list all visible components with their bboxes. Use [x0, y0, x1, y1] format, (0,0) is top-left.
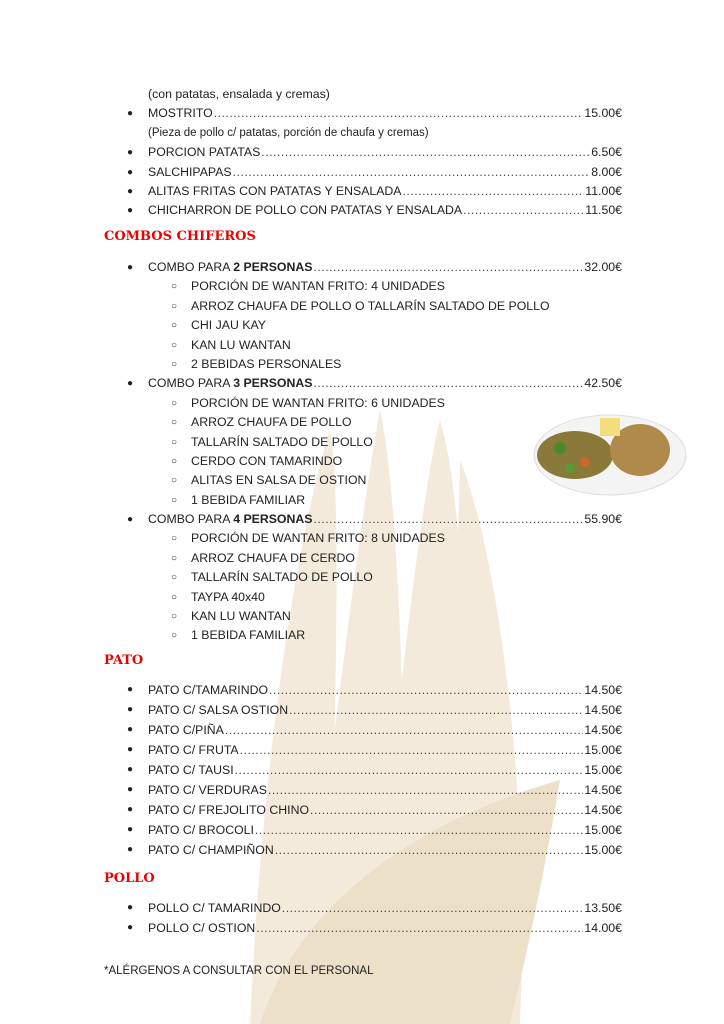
bullet-icon: ● — [127, 185, 134, 197]
combo-content-item: ○ TALLARÍN SALTADO DE POLLO — [0, 568, 724, 587]
item-name: PORCION PATATAS — [148, 145, 261, 160]
combos-section — [0, 258, 724, 646]
combo-content-item: ○ TALLARÍN SALTADO DE POLLO — [0, 433, 724, 452]
item-name: CHICHARRON DE POLLO CON PATATAS Y ENSALADA — [148, 203, 463, 218]
item-price: 15.00€ — [584, 823, 622, 837]
bullet-icon: ● — [127, 262, 134, 273]
item-price: 42.50€ — [584, 376, 622, 391]
menu-item — [0, 182, 724, 201]
menu-item — [0, 201, 724, 220]
circle-bullet-icon: ○ — [171, 475, 178, 487]
top-section — [0, 85, 724, 221]
allergen-footnote: *ALÉRGENOS A CONSULTAR CON EL PERSONAL — [104, 965, 374, 977]
bullet-icon: ● — [127, 824, 134, 835]
item-price: 15.00€ — [584, 843, 622, 857]
item-name: PATO C/PIÑA — [148, 723, 224, 737]
bullet-icon: ● — [127, 378, 134, 390]
menu-item — [0, 740, 724, 760]
circle-bullet-icon: ○ — [171, 417, 178, 429]
combo-content-item: ○ ARROZ CHAUFA DE CERDO — [0, 549, 724, 568]
circle-bullet-icon: ○ — [171, 358, 178, 370]
circle-bullet-icon: ○ — [171, 552, 178, 564]
item-price: 14.00€ — [584, 921, 622, 935]
combo-content-item: ○ KAN LU WANTAN — [0, 336, 724, 355]
item-price: 14.50€ — [584, 803, 622, 817]
menu-item — [0, 163, 724, 182]
bullet-icon: ● — [127, 724, 134, 735]
circle-bullet-icon: ○ — [171, 611, 178, 623]
combo-content-item: ○ 1 BEBIDA FAMILIAR — [0, 626, 724, 645]
item-price: 15.00€ — [584, 763, 622, 777]
menu-item — [0, 918, 724, 938]
combo-item — [0, 258, 724, 277]
item-name: POLLO C/ TAMARINDO — [148, 901, 281, 915]
item-price: 15.00€ — [584, 743, 622, 757]
circle-bullet-icon: ○ — [171, 339, 178, 351]
combo-content-item: ○ ARROZ CHAUFA DE POLLO O TALLARÍN SALTADO DE POLLO — [0, 297, 724, 316]
bullet-icon: ● — [127, 684, 134, 695]
menu-item — [0, 143, 724, 162]
item-price: 14.50€ — [584, 683, 622, 697]
circle-bullet-icon: ○ — [171, 572, 178, 584]
menu-item — [0, 720, 724, 740]
circle-bullet-icon: ○ — [171, 630, 178, 642]
section-heading-pato: PATO — [104, 653, 144, 668]
item-name: SALCHIPAPAS — [148, 164, 232, 179]
combo-content-item: ○ ALITAS EN SALSA DE OSTION — [0, 471, 724, 490]
bullet-icon: ● — [127, 922, 134, 933]
item-price: 11.00€ — [585, 183, 622, 198]
menu-item — [0, 840, 724, 860]
circle-bullet-icon: ○ — [171, 455, 178, 467]
item-price: 14.50€ — [584, 783, 622, 797]
menu-item — [0, 760, 724, 780]
combo-name: COMBO PARA 3 PERSONAS — [148, 376, 313, 391]
menu-item — [0, 104, 724, 123]
item-name: PATO C/ BROCOLI — [148, 823, 254, 837]
item-price: 14.50€ — [584, 703, 622, 717]
item-name: PATO C/ CHAMPIÑON — [148, 843, 274, 857]
combo-item — [0, 510, 724, 529]
bullet-icon: ● — [127, 902, 134, 913]
circle-bullet-icon: ○ — [171, 320, 178, 332]
combo-name: COMBO PARA 4 PERSONAS — [148, 512, 313, 527]
combo-content-item: ○ PORCIÓN DE WANTAN FRITO: 4 UNIDADES — [0, 277, 724, 296]
bullet-icon: ● — [127, 108, 134, 120]
menu-item — [0, 800, 724, 820]
bullet-icon: ● — [127, 704, 134, 715]
circle-bullet-icon: ○ — [171, 533, 178, 545]
item-note: (Pieza de pollo c/ patatas, porción de chaufa y cremas) — [148, 126, 429, 139]
menu-item — [0, 780, 724, 800]
circle-bullet-icon: ○ — [171, 436, 178, 448]
combo-name: COMBO PARA 2 PERSONAS — [148, 260, 313, 274]
item-price: 14.50€ — [584, 723, 622, 737]
pollo-section — [0, 898, 724, 938]
circle-bullet-icon: ○ — [171, 281, 178, 293]
item-price: 32.00€ — [584, 260, 622, 274]
combo-content-item: ○ ARROZ CHAUFA DE POLLO — [0, 413, 724, 432]
item-price: 15.00€ — [584, 106, 622, 121]
combo-content-item: ○ 1 BEBIDA FAMILIAR — [0, 491, 724, 510]
item-name: PATO C/ TAUSI — [148, 763, 234, 777]
combo-content-item: ○ KAN LU WANTAN — [0, 607, 724, 626]
circle-bullet-icon: ○ — [171, 494, 178, 506]
bullet-icon: ● — [127, 205, 134, 217]
item-name: PATO C/ FREJOLITO CHINO — [148, 803, 310, 817]
item-price: 13.50€ — [584, 901, 622, 915]
combo-content-item: ○ CERDO CON TAMARINDO — [0, 452, 724, 471]
bullet-icon: ● — [127, 147, 134, 159]
pato-section — [0, 680, 724, 860]
bullet-icon: ● — [127, 166, 134, 178]
combo-content-item: ○ PORCIÓN DE WANTAN FRITO: 6 UNIDADES — [0, 394, 724, 413]
item-name: POLLO C/ OSTION — [148, 921, 256, 935]
menu-item — [0, 820, 724, 840]
bullet-icon: ● — [127, 514, 134, 526]
item-price: 11.50€ — [585, 203, 622, 218]
combo-item — [0, 374, 724, 393]
combo-content-item: ○ PORCIÓN DE WANTAN FRITO: 8 UNIDADES — [0, 529, 724, 548]
circle-bullet-icon: ○ — [171, 300, 178, 312]
section-heading-combos: COMBOS CHIFEROS — [104, 229, 256, 244]
item-note: (con patatas, ensalada y cremas) — [148, 87, 330, 101]
combo-content-item: ○ TAYPA 40x40 — [0, 588, 724, 607]
section-heading-pollo: POLLO — [104, 871, 155, 886]
bullet-icon: ● — [127, 784, 134, 795]
item-price: 55.90€ — [584, 512, 622, 527]
menu-item — [0, 680, 724, 700]
item-name: PATO C/ SALSA OSTION — [148, 703, 289, 717]
menu-item — [0, 898, 724, 918]
combo-content-item: ○ CHI JAU KAY — [0, 316, 724, 335]
bullet-icon: ● — [127, 764, 134, 775]
bullet-icon: ● — [127, 844, 134, 855]
bullet-icon: ● — [127, 744, 134, 755]
item-name: PATO C/TAMARINDO — [148, 683, 269, 697]
item-name: ALITAS FRITAS CON PATATAS Y ENSALADA — [148, 183, 402, 198]
circle-bullet-icon: ○ — [171, 397, 178, 409]
circle-bullet-icon: ○ — [171, 591, 178, 603]
item-name: PATO C/ VERDURAS — [148, 783, 267, 797]
item-name: MOSTRITO — [148, 106, 213, 121]
bullet-icon: ● — [127, 804, 134, 815]
menu-item — [0, 700, 724, 720]
combo-content-item: ○ 2 BEBIDAS PERSONALES — [0, 355, 724, 374]
item-price: 6.50€ — [591, 145, 622, 160]
item-name: PATO C/ FRUTA — [148, 743, 239, 757]
item-price: 8.00€ — [591, 164, 622, 179]
